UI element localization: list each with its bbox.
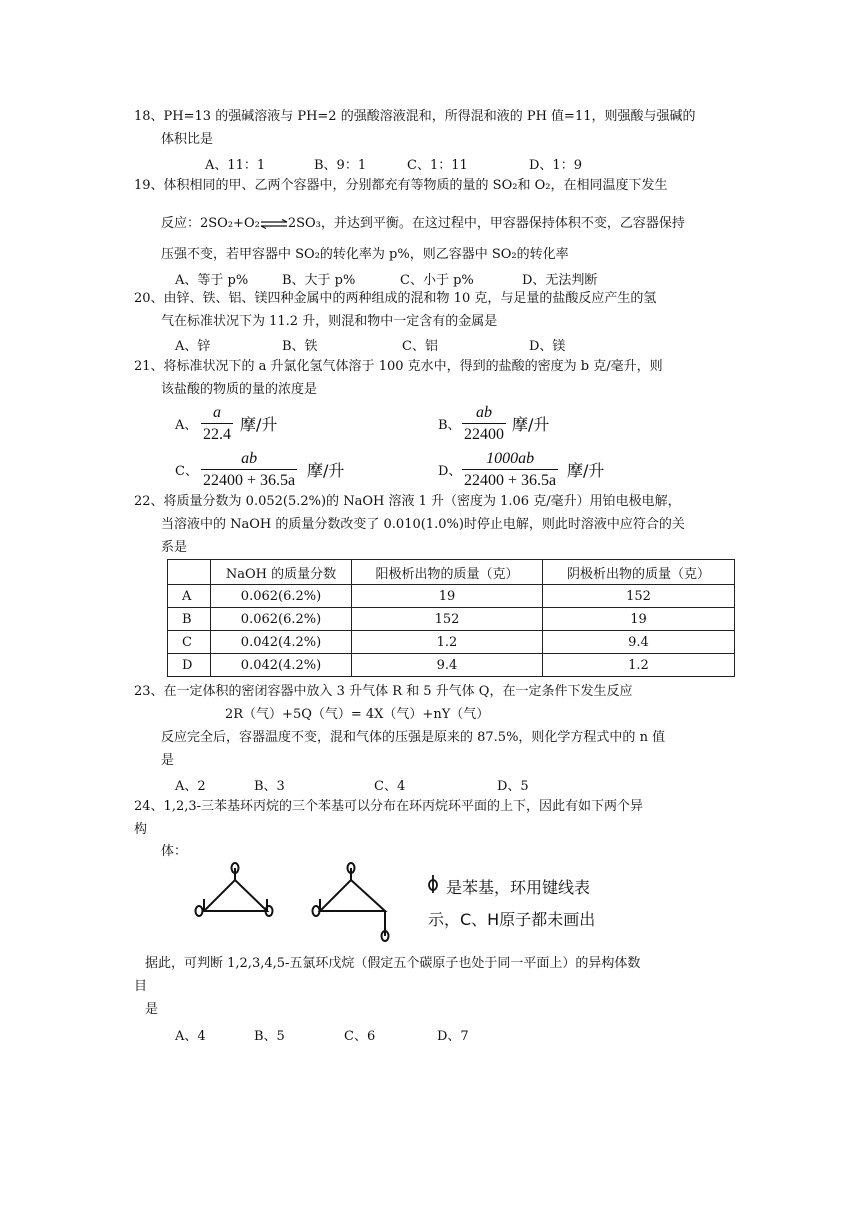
q24-stem-line1: 24、1,2,3-三苯基环丙烷的三个苯基可以分布在环丙烷环平面的上下，因此有如下两个异 [134, 799, 644, 814]
q21-option-c-denominator: 22400 + 36.5a [201, 469, 297, 491]
q20-option-d: D、镁 [529, 339, 566, 354]
q24-option-d: D、7 [437, 1029, 469, 1044]
q21-option-d-unit: 摩/升 [567, 461, 605, 480]
legend-line2: 示，C、H原子都未画出 [428, 910, 596, 929]
table-cell: 19 [352, 585, 543, 608]
q21-option-d-fraction [462, 449, 558, 491]
table-cell: 0.062(6.2%) [211, 585, 352, 608]
q20-option-b: B、铁 [282, 339, 318, 354]
q24-option-b: B、5 [254, 1029, 285, 1044]
q21-option-a-unit: 摩/升 [240, 415, 278, 434]
q23-stem-line1: 23、在一定体积的密闭容器中放入 3 升气体 R 和 5 升气体 Q，在一定条件下发生反应 [134, 684, 633, 699]
q24-stem-line2: 构 [134, 822, 148, 837]
table-cell: D [168, 654, 211, 677]
table-cell: 0.042(4.2%) [211, 631, 352, 654]
table-cell: 152 [352, 608, 543, 631]
table-cell: 19 [543, 608, 735, 631]
q18-option-c: C、1：11 [407, 158, 468, 173]
q18-stem-line1: 18、PH=13 的强碱溶液与 PH=2 的强酸溶液混和，所得混和液的 PH 值=11，则强酸与强碱的 [134, 109, 696, 124]
equilibrium-arrow-icon [260, 219, 288, 229]
phenyl-icon [313, 906, 320, 916]
table-cell: C [168, 631, 211, 654]
q20-option-a: A、锌 [175, 339, 211, 354]
table-cell: 1.2 [352, 631, 543, 654]
phenyl-legend-icon [426, 874, 440, 894]
q19-stem-line1: 19、体积相同的甲、乙两个容器中，分别都充有等物质的量的 SO₂和 O₂，在相同温度下发生 [134, 178, 668, 193]
q21-option-b-label: B、 [438, 418, 461, 433]
q21-option-b-fraction [462, 403, 506, 445]
q21-option-b-denominator: 22400 [462, 423, 506, 445]
q22-stem-line3: 系是 [161, 540, 188, 555]
phenyl-icon [196, 906, 203, 916]
q21-option-d-label: D、 [438, 464, 462, 479]
table-header-cell: 阴极析出物的质量（克） [543, 560, 735, 585]
table-cell: 0.062(6.2%) [211, 608, 352, 631]
q20-stem-line1: 20、由锌、铁、铝、镁四种金属中的两种组成的混和物 10 克，与足量的盐酸反应产生的氢 [134, 291, 657, 306]
q21-option-c-numerator: ab [241, 450, 258, 467]
q23-stem-line2: 反应完全后，容器温度不变，混和气体的压强是原来的 87.5%，则化学方程式中的 n 值 [161, 730, 666, 745]
q19-reaction-right: 2SO₃，并达到平衡。在这过程中，甲容器保持体积不变，乙容器保持 [287, 216, 685, 231]
q24-stem-line3: 体： [161, 844, 188, 859]
cyclopropane-ring-icon [320, 880, 385, 911]
table-cell: 9.4 [543, 631, 735, 654]
q21-option-d-numerator: 1000ab [486, 450, 535, 467]
q22-answer-table [167, 559, 735, 677]
isomer-diagram [185, 862, 405, 952]
q23-option-c: C、4 [374, 779, 406, 794]
q21-option-b-unit: 摩/升 [512, 415, 550, 434]
q19-option-b: B、大于 p% [282, 273, 356, 288]
q23-option-b: B、3 [254, 779, 285, 794]
table-row [168, 585, 735, 608]
q21-stem-line1: 21、将标准状况下的 a 升氯化氢气体溶于 100 克水中，得到的盐酸的密度为 b 克/毫升，则 [134, 359, 663, 374]
q20-option-c: C、铝 [402, 339, 438, 354]
q18-option-d: D、1：9 [529, 158, 582, 173]
q21-stem-line2: 该盐酸的物质的量的浓度是 [161, 382, 318, 397]
table-cell: B [168, 608, 211, 631]
q18-option-b: B、9：1 [314, 158, 367, 173]
q24-stem-line4: 据此，可判断 1,2,3,4,5-五氯环戊烷（假定五个碳原子也处于同一平面上）的异构体数 [145, 956, 641, 971]
table-header-cell: NaOH 的质量分数 [211, 560, 352, 585]
q19-option-d: D、无法判断 [522, 273, 598, 288]
q21-option-d-denominator: 22400 + 36.5a [462, 469, 558, 491]
q22-stem-line2: 当溶液中的 NaOH 的质量分数改变了 0.010(1.0%)时停止电解，则此时溶液中应符合的关 [161, 517, 685, 532]
q20-stem-line2: 气在标准状况下为 11.2 升，则混和物中一定含有的金属是 [161, 314, 498, 329]
q19-option-a: A、等于 p% [175, 273, 249, 288]
table-header-cell [168, 560, 211, 585]
table-header-cell: 阳极析出物的质量（克） [352, 560, 543, 585]
q19-reaction-left: 反应：2SO₂+O₂ [161, 216, 260, 231]
table-cell: 9.4 [352, 654, 543, 677]
table-row [168, 608, 735, 631]
q19-option-c: C、小于 p% [400, 273, 474, 288]
legend-line1: 是苯基，环用键线表 [446, 878, 591, 897]
q23-option-a: A、2 [175, 779, 206, 794]
q21-option-b-numerator: ab [476, 404, 492, 421]
table-row [168, 631, 735, 654]
q23-equation: 2R（气）+5Q（气）= 4X（气）+nY（气） [225, 707, 490, 722]
q21-option-a-label: A、 [175, 418, 198, 433]
q23-stem-line3: 是 [161, 753, 175, 768]
cyclopropane-ring-icon [204, 880, 267, 911]
q24-option-a: A、4 [175, 1029, 206, 1044]
q24-stem-line5: 目 [134, 979, 148, 994]
q19-stem-line3: 压强不变，若甲容器中 SO₂的转化率为 p%，则乙容器中 SO₂的转化率 [161, 247, 569, 262]
table-cell: 1.2 [543, 654, 735, 677]
q21-option-a-fraction [201, 403, 233, 445]
table-header-row [168, 560, 735, 585]
q19-stem-line2 [161, 215, 685, 233]
q24-stem-line6: 是 [145, 1002, 159, 1017]
table-cell: 152 [543, 585, 735, 608]
q21-option-a-numerator: a [213, 404, 221, 421]
q18-stem-line2: 体积比是 [161, 132, 214, 147]
q22-stem-line1: 22、将质量分数为 0.052(5.2%)的 NaOH 溶液 1 升（密度为 1.06 克/毫升）用铂电极电解， [134, 494, 681, 509]
table-cell: A [168, 585, 211, 608]
q21-option-c-label: C、 [175, 464, 198, 479]
q21-option-c-fraction [201, 449, 297, 491]
q23-option-d: D、5 [497, 779, 529, 794]
q21-option-c-unit: 摩/升 [307, 461, 345, 480]
q18-option-a: A、11：1 [205, 158, 266, 173]
q21-option-a-denominator: 22.4 [201, 423, 233, 445]
q24-option-c: C、6 [344, 1029, 376, 1044]
table-cell: 0.042(4.2%) [211, 654, 352, 677]
table-row [168, 654, 735, 677]
